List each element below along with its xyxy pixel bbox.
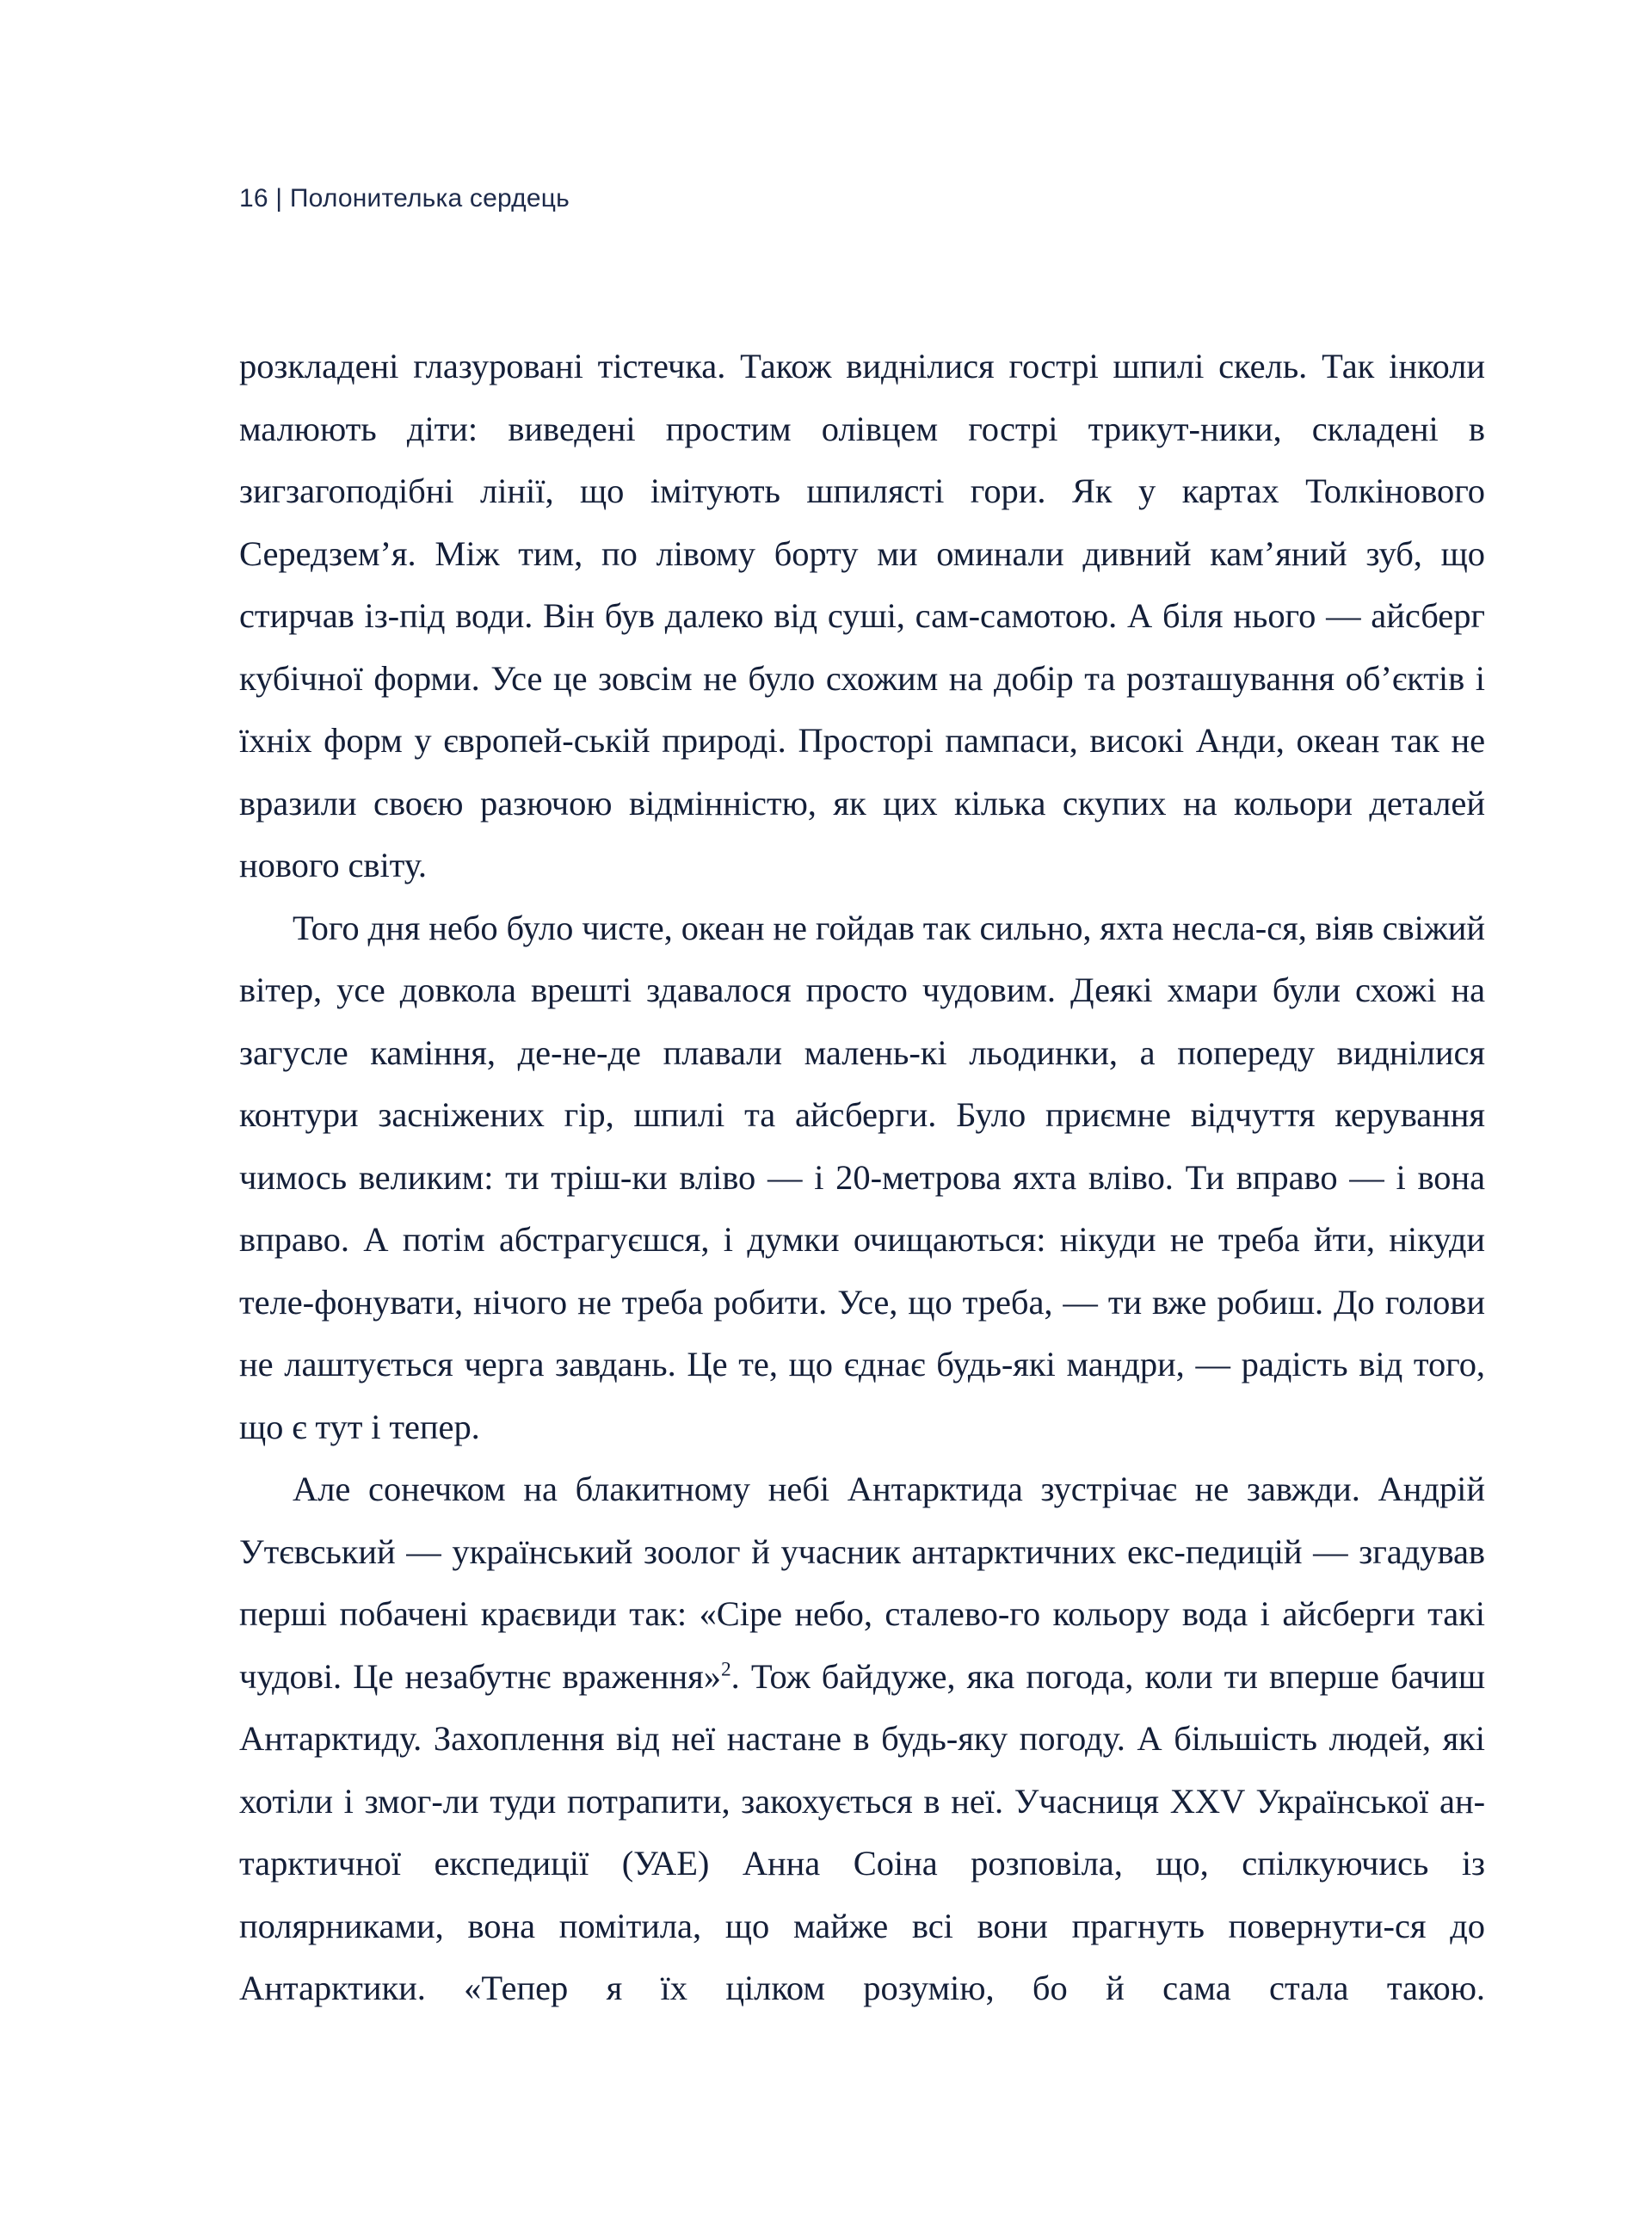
page-text-block xyxy=(239,0,1486,2237)
body-copy xyxy=(239,336,1485,2020)
paragraph-1: розкладені глазуровані тістечка. Також виднілися гострі шпилі скель. Так інколи малюють діти: виведені простим олівцем гострі трикут-ники, складені в зигзагоподібні лінії, що імітують шпилясті гори. Як у картах Толкінового Середзем’я. Між тим, по лівому борту ми оминали дивний кам’яний зуб, що стирчав із-під води. Він був далеко від суші, сам-самотою. А біля нього — айсберг кубічної форми. Усе це зовсім не було схожим на добір та розташування об’єктів і їхніх форм у європей-ській природі. Просторі пампаси, високі Анди, океан так не вразили своєю разючою відмінністю, як цих кілька скупих на кольори деталей нового світу. xyxy=(239,347,1485,884)
footnote-reference-marker[interactable]: 2 xyxy=(720,1658,731,1680)
running-head: 16 | Полонителька сердець xyxy=(239,184,570,213)
paragraph-3-text-after-footnote: . Тож байдуже, яка погода, коли ти вперше бачиш Антарктиду. Захоплення від неї настане в будь-яку погоду. А більшість людей, які хотіли і змог-ли туди потрапити, закохується в неї. Учасниця XXV Української ан-тарктичної експедиції (УАЕ) Анна Соіна розповіла, що, спілкуючись із полярниками, вона помітила, що майже всі вони прагнуть повернути-ся до Антарктики. «Тепер я їх цілком розумію, бо й сама стала такою. xyxy=(239,1656,1486,2007)
paragraph-3-text-before-footnote: Але сонечком на блакитному небі Антарктида зустрічає не завжди. Андрій Утєвський — український зоолог й учасник антарктичних екс-педицій — згадував перші побачені краєвиди так: «Сіре небо, сталево-го кольору вода і айсберги такі чудові. Це незабутнє враження» xyxy=(239,1470,1485,1696)
paragraph-2: Того дня небо було чисте, океан не гойдав так сильно, яхта несла-ся, віяв свіжий вітер, усе довкола врешті здавалося просто чудовим. Деякі хмари були схожі на загусле каміння, де-не-де плавали малень-кі льодинки, а попереду виднілися контури засніжених гір, шпилі та айсберги. Було приємне відчуття керування чимось великим: ти тріш-ки вліво — і 20-метрова яхта вліво. Ти вправо — і вона вправо. А потім абстрагуєшся, і думки очищаються: нікуди не треба йти, нікуди теле-фонувати, нічого не треба робити. Усе, що треба, — ти вже робиш. До голови не лаштується черга завдань. Це те, що єднає будь-які мандри, — радість від того, що є тут і тепер. xyxy=(239,908,1485,1446)
paragraph-3 xyxy=(239,1458,1485,2020)
